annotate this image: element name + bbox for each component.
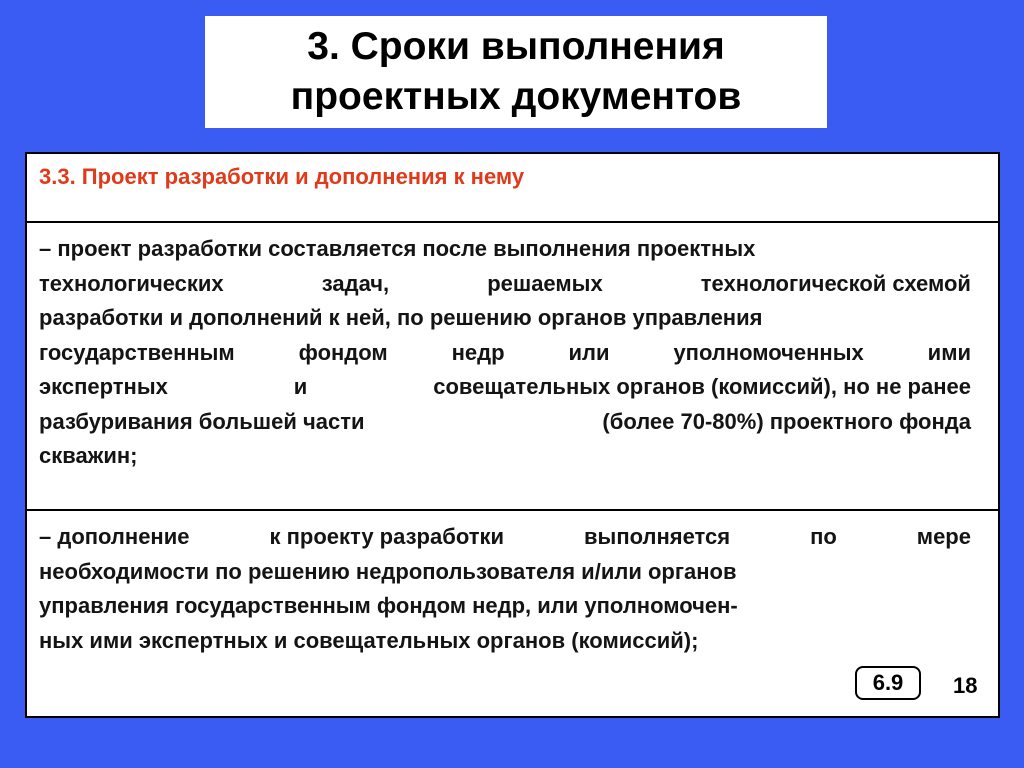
text-segment: технологических: [39, 270, 224, 296]
table-row-project: [27, 223, 998, 511]
table-row-heading: [27, 154, 998, 223]
text-line: [39, 439, 971, 474]
text-segment: задач,: [321, 270, 390, 296]
slide-title: [205, 16, 827, 128]
section-heading: 3.3. Проект разработки и дополнения к нему: [39, 164, 525, 189]
text-segment: скважин;: [39, 443, 138, 468]
text-segment: решаемых: [487, 270, 603, 296]
text-segment: недр: [451, 339, 505, 365]
text-segment: разработки и дополнений к ней, по решению органов управления: [39, 305, 763, 330]
text-segment: и: [293, 374, 308, 399]
text-line: [39, 232, 971, 267]
text-segment: по: [810, 524, 837, 549]
text-segment: ими: [927, 339, 971, 365]
text-segment: необходимости по решению недропользователя и/или органов: [39, 558, 737, 584]
text-segment: экспертных: [39, 374, 168, 399]
text-line: [39, 267, 971, 302]
addendum-paragraph: [39, 520, 971, 658]
text-line: [39, 555, 971, 590]
text-segment: (более 70-80%) проектного фонда: [602, 408, 971, 434]
text-segment: мере: [916, 524, 971, 549]
text-segment: государственным: [39, 339, 235, 365]
title-line-2: проектных документов: [290, 75, 742, 118]
project-paragraph: [39, 232, 971, 474]
title-line-1: 3. Сроки выполнения: [307, 25, 725, 68]
text-segment: технологической схемой: [700, 270, 971, 296]
text-line: [39, 301, 971, 336]
text-segment: – дополнение: [39, 524, 190, 549]
text-line: [39, 624, 971, 659]
text-segment: к проекту разработки: [269, 524, 505, 549]
text-segment: фондом: [298, 339, 388, 365]
table-row-addendum: [27, 511, 998, 716]
text-segment: – проект разработки составляется после выполнения проектных: [39, 236, 756, 261]
text-line: [39, 589, 971, 624]
text-segment: ных ими экспертных и совещательных органов (комиссий);: [39, 627, 699, 653]
text-line: [39, 520, 971, 555]
text-segment: уполномоченных: [673, 339, 864, 365]
text-segment: совещательных органов (комиссий), но не ранее: [433, 374, 971, 399]
text-segment: разбуривания большей части: [39, 408, 365, 434]
text-segment: или: [568, 339, 610, 365]
slide-reference-badge[interactable]: 6.9: [855, 666, 921, 700]
page-number: 18: [953, 673, 978, 698]
text-line: [39, 405, 971, 440]
text-line: [39, 370, 971, 405]
text-line: [39, 336, 971, 371]
content-table: [25, 152, 1000, 718]
text-segment: выполняется: [584, 524, 731, 549]
text-segment: управления государственным фондом недр, или уполномочен-: [39, 593, 738, 618]
